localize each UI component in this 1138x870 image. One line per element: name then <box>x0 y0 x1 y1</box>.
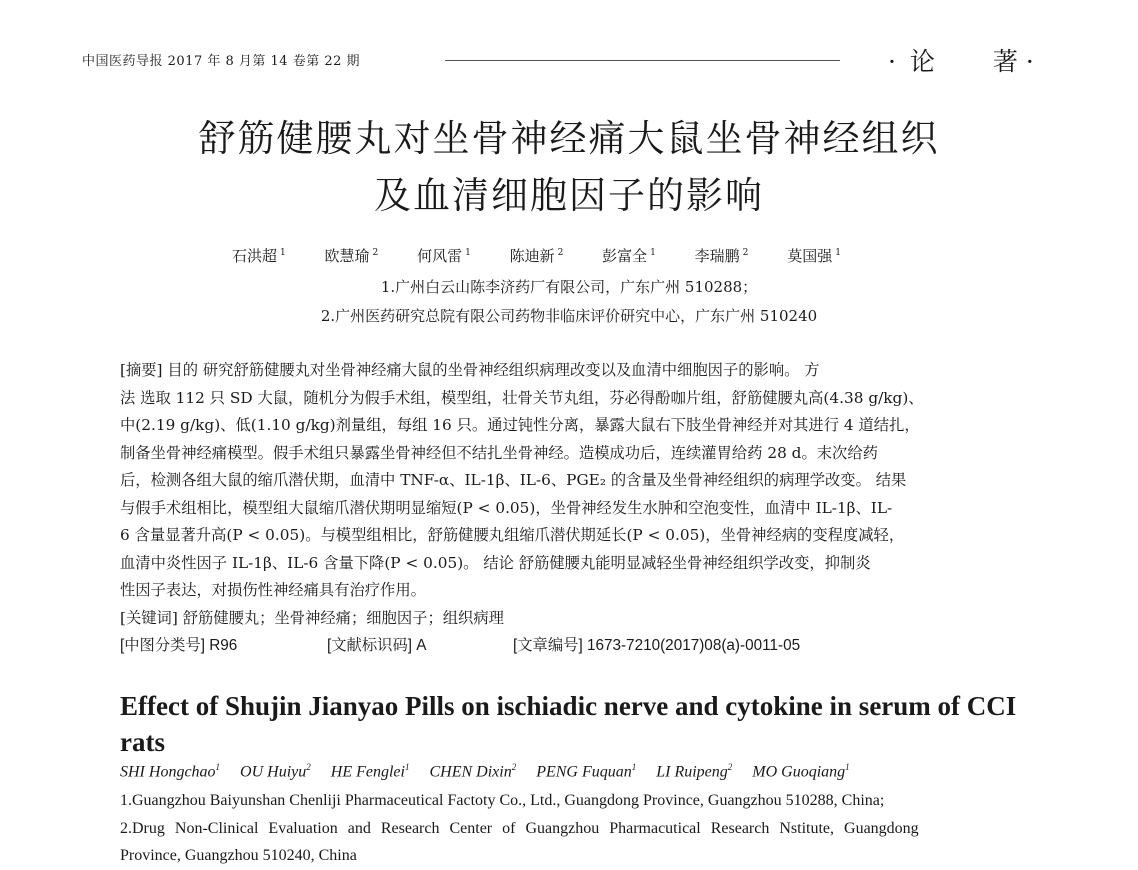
author: 何风雷 $^1$ <box>417 247 471 265</box>
keywords-line: [关键词] 舒筋健腰丸；坐骨神经痛；细胞因子；组织病理 <box>120 608 504 627</box>
english-affiliation-line: 1.Guangzhou Baiyunshan Chenliji Pharmaceutical Factoty Co., Ltd., Guangdong Province, Guangzhou 510288, China; <box>120 792 885 809</box>
abstract-line: 后，检测各组大鼠的缩爪潜伏期，血清中 TNF-α、IL-1β、IL-6、PGE₂ 的含量及坐骨神经组织的病理学改变。 结果 <box>120 471 907 489</box>
english-author: OU Huiyu$^2$ <box>240 762 311 781</box>
english-affiliation-line: 2.Drug Non-Clinical Evaluation and Research Center of Guangzhou Pharmacutical Research Nstitute, Guangdong <box>120 819 919 837</box>
document-code: [文献标识码] A <box>327 637 427 654</box>
author: 彭富全 $^1$ <box>602 247 656 265</box>
abstract <box>120 357 1026 632</box>
abstract-line: 法 选取 112 只 SD 大鼠，随机分为假手术组，模型组，壮骨关节丸组，芬必得酚咖片组，舒筋健腰丸高(4.38 g/kg)、 <box>120 388 924 407</box>
abstract-line: 6 含量显著升高(P < 0.05)。与模型组相比，舒筋健腰丸组缩爪潜伏期延长(P < 0.05)，坐骨神经病的变程度减轻， <box>120 526 905 544</box>
section-dot-left: · <box>888 47 896 76</box>
classification-row <box>120 633 800 655</box>
author: 陈迪新 $^2$ <box>509 247 564 265</box>
english-author: CHEN Dixin$^2$ <box>429 762 517 781</box>
section-dot-right: · <box>1025 47 1034 76</box>
abstract-line: 与假手术组相比，模型组大鼠缩爪潜伏期明显缩短(P < 0.05)，坐骨神经发生水肿和空泡变性，血清中 IL-1β、IL- <box>120 498 893 517</box>
article-number: [文章编号] 1673-7210(2017)08(a)-0011-05 <box>513 637 801 654</box>
author: 李瑞鹏 $^2$ <box>694 247 749 265</box>
article-title-line-1: 舒筋健腰丸对坐骨神经痛大鼠坐骨神经组织 <box>198 117 940 160</box>
header-rule <box>445 60 840 61</box>
abstract-line: 制备坐骨神经痛模型。假手术组只暴露坐骨神经但不结扎坐骨神经。造模成功后，连续灌胃给药 28 d。末次给药 <box>120 443 878 462</box>
abstract-line: 性因子表达，对损伤性神经痛具有治疗作用。 <box>120 581 426 599</box>
english-affiliations <box>120 787 1026 870</box>
section-char-2: 著 <box>992 47 1018 76</box>
english-title: Effect of Shujin Jianyao Pills on ischiadic nerve and cytokine in serum of CCI rats <box>120 691 1017 757</box>
english-author: LI Ruipeng$^2$ <box>656 762 733 781</box>
article-title-line-2: 及血清细胞因子的影响 <box>374 174 764 217</box>
affiliation-2: 2.广州医药研究总院有限公司药物非临床评价研究中心，广东广州 510240 <box>320 307 818 325</box>
english-author: SHI Hongchao$^1$ <box>120 762 221 781</box>
english-author-list <box>120 762 850 781</box>
abstract-line: [摘要] 目的 研究舒筋健腰丸对坐骨神经痛大鼠的坐骨神经组织病理改变以及血清中细胞因子的影响。 方 <box>120 361 820 379</box>
abstract-line: 血清中炎性因子 IL-1β、IL-6 含量下降(P < 0.05)。 结论 舒筋健腰丸能明显减轻坐骨神经组织学改变，抑制炎 <box>120 553 871 572</box>
author: 莫国强 $^1$ <box>787 247 841 265</box>
author-list <box>232 245 841 266</box>
section-label <box>888 42 1034 78</box>
abstract-line: 中(2.19 g/kg)、低(1.10 g/kg)剂量组，每组 16 只。通过钝性分离，暴露大鼠右下肢坐骨神经并对其进行 4 道结扎， <box>120 416 920 434</box>
english-affiliation-line: Province, Guangzhou 510240, China <box>120 847 357 864</box>
affiliation-1: 1.广州白云山陈李济药厂有限公司，广东广州 510288； <box>380 278 758 296</box>
section-char-1: 论 <box>909 47 935 76</box>
english-author: PENG Fuquan$^1$ <box>536 762 637 781</box>
author: 欧慧瑜 $^2$ <box>324 247 379 265</box>
english-author: HE Fenglei$^1$ <box>330 762 410 781</box>
clc-number: [中图分类号] R96 <box>120 637 238 654</box>
author: 石洪超 $^1$ <box>232 247 286 265</box>
journal-info: 中国医药导报 2017 年 8 月第 14 卷第 22 期 <box>82 54 360 69</box>
english-author: MO Guoqiang$^1$ <box>752 762 850 781</box>
